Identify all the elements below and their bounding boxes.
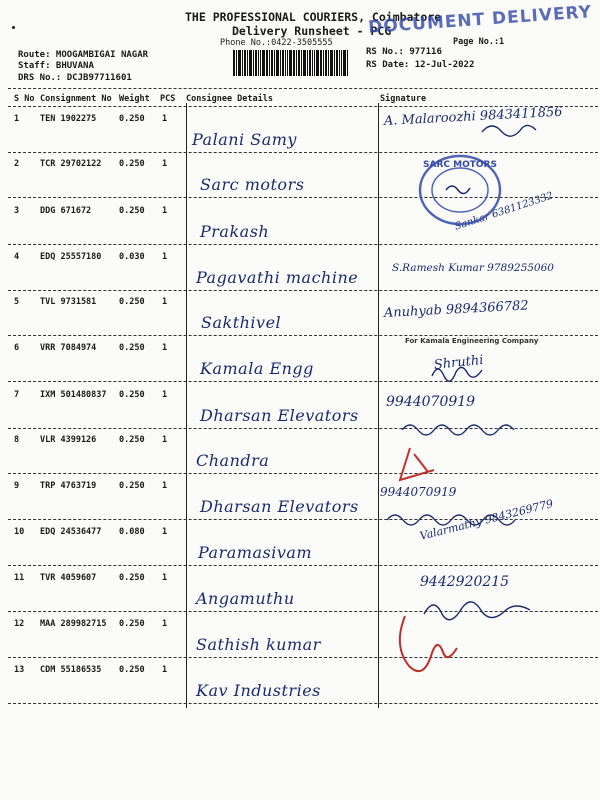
cell-consignment: EDQ 24536477: [40, 527, 102, 537]
cell-consignment: IXM 501480837: [40, 390, 107, 400]
row-divider: [8, 152, 598, 153]
row-divider: [8, 657, 598, 658]
barcode: [233, 50, 348, 76]
signature-scribble-7: [400, 420, 540, 438]
cell-weight: 0.250: [119, 481, 145, 491]
cell-consignee-handwritten: Dharsan Elevators: [200, 406, 359, 425]
signature-scribble: [480, 118, 540, 142]
row-divider: [8, 473, 598, 474]
cell-weight: 0.250: [119, 435, 145, 445]
cell-sno: 8: [14, 435, 20, 445]
cell-weight: 0.080: [119, 527, 145, 537]
cell-sno: 11: [14, 573, 25, 583]
cell-consignment: TCR 29702122: [40, 159, 102, 169]
cell-signature: 9944070919: [386, 394, 476, 410]
row-divider: [8, 197, 598, 198]
cell-consignment: EDQ 25557180: [40, 252, 102, 262]
cell-signature: A. Malaroozhi 9843411856: [383, 104, 563, 129]
cell-consignee-handwritten: Dharsan Elevators: [200, 497, 359, 516]
cell-consignee-handwritten: Sarc motors: [200, 175, 305, 194]
drs-number: DRS No.: DCJB97711601: [18, 73, 132, 83]
cell-consignee-handwritten: Kav Industries: [196, 681, 321, 700]
page-number: Page No.:1: [453, 37, 505, 47]
cell-sno: 4: [14, 252, 20, 262]
cell-consignment: MAA 289982715: [40, 619, 107, 629]
runsheet-number: RS No.: 977116: [366, 47, 442, 57]
cell-signature: 9944070919: [380, 485, 457, 499]
cell-pcs: 1: [162, 114, 168, 124]
cell-consignee-handwritten: Chandra: [196, 451, 270, 470]
col-header-weight: Weight: [119, 94, 150, 104]
kamala-stamp: For Kamala Engineering Company: [405, 337, 539, 345]
cell-weight: 0.250: [119, 114, 145, 124]
signature-scribble-11: [420, 596, 550, 624]
cell-pcs: 1: [162, 573, 168, 583]
cell-sno: 9: [14, 481, 20, 491]
cell-pcs: 1: [162, 619, 168, 629]
cell-signature: Sankar 6381123332: [453, 190, 555, 233]
cell-weight: 0.250: [119, 159, 145, 169]
document-delivery-stamp: DOCUMENT DELIVERY: [367, 2, 593, 38]
row-divider: [8, 335, 598, 336]
cell-pcs: 1: [162, 252, 168, 262]
cell-weight: 0.250: [119, 390, 145, 400]
cell-signature: Shruthi: [433, 352, 485, 373]
col-header-signature: Signature: [380, 94, 427, 104]
row-divider: [8, 565, 598, 566]
cell-consignee-handwritten: Pagavathi machine: [196, 268, 359, 287]
cell-weight: 0.250: [119, 343, 145, 353]
cell-pcs: 1: [162, 206, 168, 216]
page-subtitle: Delivery Runsheet - PCG: [232, 24, 392, 38]
cell-sno: 5: [14, 297, 20, 307]
cell-consignment: TVR 4059607: [40, 573, 97, 583]
cell-consignee-handwritten: Prakash: [200, 222, 270, 241]
cell-sno: 1: [14, 114, 20, 124]
cell-pcs: 1: [162, 665, 168, 675]
cell-signature: Valarmathy 9843269779: [418, 497, 555, 543]
staff-label: Staff: BHUVANA: [18, 61, 94, 71]
signature-scribble-6: [430, 362, 500, 384]
row-divider: [8, 381, 598, 382]
page-title: THE PROFESSIONAL COURIERS, Coimbatore: [185, 10, 442, 24]
cell-pcs: 1: [162, 435, 168, 445]
cell-consignment: TVL 9731581: [40, 297, 97, 307]
cell-weight: 0.250: [119, 619, 145, 629]
cell-sno: 2: [14, 159, 20, 169]
cell-pcs: 1: [162, 159, 168, 169]
cell-sno: 7: [14, 390, 20, 400]
cell-sno: 6: [14, 343, 20, 353]
cell-weight: 0.250: [119, 665, 145, 675]
cell-consignee-handwritten: Sakthivel: [201, 313, 282, 332]
row-divider: [8, 290, 598, 291]
cell-sno: 3: [14, 206, 20, 216]
row-divider: [8, 703, 598, 704]
cell-consignee-handwritten: Sathish kumar: [196, 635, 321, 654]
cell-signature: Anuhyab 9894366782: [383, 298, 529, 321]
cell-signature: S.Ramesh Kumar 9789255060: [392, 262, 554, 274]
cell-consignee-handwritten: Angamuthu: [196, 589, 295, 608]
cell-consignment: TEN 1902275: [40, 114, 97, 124]
cell-sno: 10: [14, 527, 25, 537]
sarc-motors-stamp-text: SARC MOTORS: [423, 160, 497, 170]
cell-weight: 0.250: [119, 297, 145, 307]
cell-consignee-handwritten: Palani Samy: [192, 130, 297, 149]
signature-column-line: [378, 103, 379, 708]
route-label: Route: MOOGAMBIGAI NAGAR: [18, 50, 149, 60]
cell-consignment: VRR 7084974: [40, 343, 97, 353]
runsheet-date: RS Date: 12-Jul-2022: [366, 60, 475, 70]
cell-signature: 9442920215: [420, 574, 510, 590]
cell-consignee-handwritten: Kamala Engg: [200, 359, 314, 378]
consignee-column-line: [186, 103, 187, 708]
sarc-motors-stamp: [416, 150, 506, 230]
header-top-divider: [8, 88, 598, 89]
cell-pcs: 1: [162, 343, 168, 353]
bullet-dot: [12, 26, 15, 29]
cell-pcs: 1: [162, 527, 168, 537]
cell-weight: 0.030: [119, 252, 145, 262]
cell-sno: 13: [14, 665, 25, 675]
signature-scribble-9: [385, 510, 535, 528]
cell-consignment: TRP 4763719: [40, 481, 97, 491]
cell-weight: 0.250: [119, 573, 145, 583]
cell-sno: 12: [14, 619, 25, 629]
col-header-pcs: PCS: [160, 94, 176, 104]
col-header-sno: S No: [14, 94, 35, 104]
cell-consignee-handwritten: Paramasivam: [198, 543, 313, 562]
red-signature-mark: [392, 440, 462, 490]
col-header-consignee: Consignee Details: [186, 94, 273, 104]
cell-pcs: 1: [162, 481, 168, 491]
cell-consignment: CDM 55186535: [40, 665, 102, 675]
cell-consignment: VLR 4399126: [40, 435, 97, 445]
col-header-consignment: Consignment No: [40, 94, 112, 104]
cell-consignment: DDG 671672: [40, 206, 92, 216]
row-divider: [8, 244, 598, 245]
cell-pcs: 1: [162, 390, 168, 400]
cell-weight: 0.250: [119, 206, 145, 216]
phone-number: Phone No.:0422-3505555: [220, 38, 333, 48]
cell-pcs: 1: [162, 297, 168, 307]
